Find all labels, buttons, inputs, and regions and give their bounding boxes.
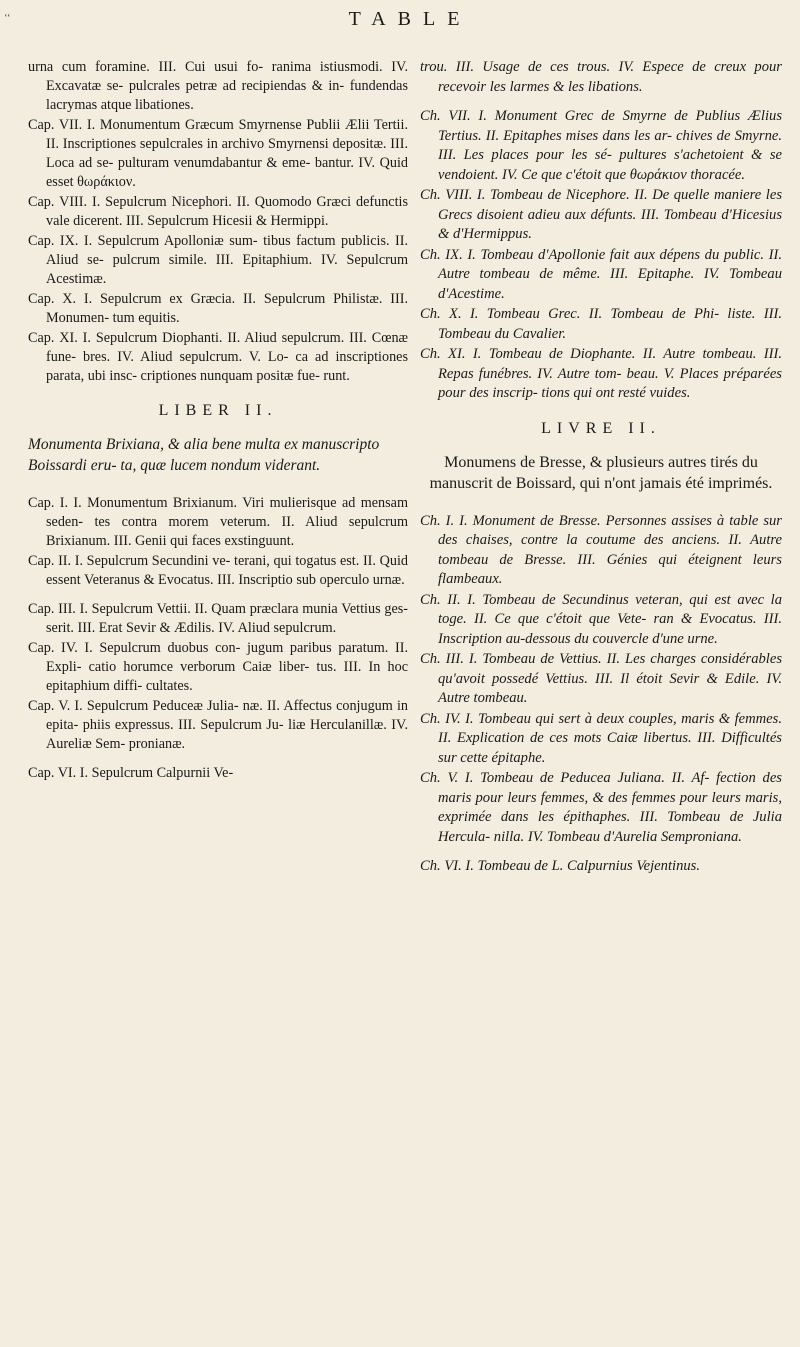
latin-entry-cap7: Cap. VII. I. Monumentum Græcum Smyrnense Publii Ælii Tertii. II. Inscriptiones sepulcrales in archivo Smyrnensi depositæ. III. Loca ad se- pulturam venumdabantur & eme- bantur. IV. Quid esset θωράκιον.: [28, 117, 408, 190]
liber-intro: Monumenta Brixiana, & alia bene multa ex manuscripto Boissardi eru- ta, quæ lucem nondum viderant.: [28, 436, 380, 474]
french-entry-cont: trou. III. Usage de ces trous. IV. Espece de creux pour recevoir les larmes & les libations.: [420, 59, 782, 95]
liber-heading: LIBER II.: [158, 402, 278, 419]
french-entry-b5: Ch. V. I. Tombeau de Peducea Juliana. II. Af- fection des maris pour leurs femmes, & des femmes pour leurs maris, exprimée dans les épithaphes. III. Tombeau de Julia Hercula- nilla. IV. Tombeau d'Aurelia Semproniana.: [420, 770, 782, 845]
french-entry-ch9: Ch. IX. I. Tombeau d'Apollonie fait aux dépens du public. II. Autre tombeau de même. III. Epitaphe. IV. Tombeau d'Acestime.: [420, 246, 782, 302]
latin-entry-b2: Cap. II. I. Sepulcrum Secundini ve- terani, qui togatus est. II. Quid essent Veteranus & Evocatus. III. Inscriptio sub operculo urnæ.: [28, 553, 408, 588]
latin-entry-cont: urna cum foramine. III. Cui usui fo- ranima istiusmodi. IV. Excavatæ se- pulcrales petræ ad recipiendas & in- fundendas lacrymas atque libationes.: [28, 59, 408, 113]
french-entry-ch11: Ch. XI. I. Tombeau de Diophante. II. Autre tombeau. III. Repas funébres. IV. Autre tom- beau. V. Places préparées pour des inscrip- tions qui ont resté vuides.: [420, 346, 782, 401]
french-entry-b3: Ch. III. I. Tombeau de Vettius. II. Les charges considérables qu'avoit possedé Vettius. III. Il étoit Sevir & Edile. IV. Autre tombeau.: [420, 651, 782, 706]
latin-entry-cap8: Cap. VIII. I. Sepulcrum Nicephori. II. Quomodo Græci defunctis vale dicerent. III. Sepulcrum Hicesii & Hermippi.: [28, 194, 408, 229]
latin-entry-b6: Cap. VI. I. Sepulcrum Calpurnii Ve-: [28, 765, 234, 781]
french-entry-ch8: Ch. VIII. I. Tombeau de Nicephore. II. De quelle maniere les Grecs disoient adieu aux défunts. III. Tombeau d'Hicesius & d'Hermippus.: [420, 187, 782, 242]
french-entry-b2: Ch. II. I. Tombeau de Secundinus veteran, qui est avec la toge. II. Ce que c'étoit que Vete- ran & Evocatus. III. Inscription au-dessous du couvercle d'une urne.: [420, 591, 782, 647]
latin-entry-cap10: Cap. X. I. Sepulcrum ex Græcia. II. Sepulcrum Philistæ. III. Monumen- tum equitis.: [28, 291, 408, 326]
latin-entry-b3: Cap. III. I. Sepulcrum Vettii. II. Quam præclara munia Vettius ges- serit. III. Erat Sevir & Ædilis. IV. Aliud sepulcrum.: [28, 601, 408, 636]
latin-entry-cap11: Cap. XI. I. Sepulcrum Diophanti. II. Aliud sepulcrum. III. Cœnæ fune- bres. IV. Aliud sepulcrum. V. Lo- ca ad inscriptiones parata, ubi insc- criptiones nunquam positæ fue- runt.: [28, 330, 408, 384]
latin-entry-cap9: Cap. IX. I. Sepulcrum Apolloniæ sum- tibus factum publicis. II. Aliud se- pulcrum simile. III. Epitaphium. IV. Sepulcrum Acestimæ.: [28, 233, 408, 287]
livre-intro: Monumens de Bresse, & plusieurs autres tirés du manuscrit de Boissard, qui n'ont jamais été imprimés.: [429, 453, 773, 492]
latin-column: [28, 58, 408, 784]
latin-entry-b1: Cap. I. I. Monumentum Brixianum. Viri mulierisque ad mensam seden- tes contra morem veterum. II. Aliud sepulcrum Brixianum. III. Genii qui faces exstinguunt.: [28, 495, 408, 549]
latin-entry-b4: Cap. IV. I. Sepulcrum duobus con- jugum paribus paratum. II. Expli- catio horumce verborum Caiæ liber- tus. III. In hoc epitaphium diffi- cultates.: [28, 640, 408, 694]
french-entry-ch10: Ch. X. I. Tombeau Grec. II. Tombeau de Phi- liste. III. Tombeau du Cavalier.: [420, 306, 782, 342]
french-entry-b4: Ch. IV. I. Tombeau qui sert à deux couples, maris & femmes. II. Explication de ces mots Caiæ libertus. III. Difficultés sur cette épitaphe.: [420, 710, 782, 766]
french-entry-ch7: Ch. VII. I. Monument Grec de Smyrne de Publius Ælius Tertius. II. Epitaphes mises dans les ar- chives de Smyrne. III. Les places pour les sé- pultures s'achetoient & se vendoient. IV. Ce que c'étoit que θωράκιον thoracée.: [420, 108, 782, 183]
livre-heading: LIVRE II.: [541, 419, 661, 437]
margin-mark: ‘‘: [4, 12, 11, 24]
running-title: TABLE: [348, 8, 472, 30]
french-entry-b1: Ch. I. I. Monument de Bresse. Personnes assises à table sur des chaises, contre la coutume des anciens. II. Autre tombeau de Bresse. III. Génies qui éteignent leurs flambeaux.: [420, 512, 782, 587]
french-column: [420, 58, 782, 878]
french-entry-b6: Ch. VI. I. Tombeau de L. Calpurnius Vejentinus.: [420, 858, 700, 874]
latin-entry-b5: Cap. V. I. Sepulcrum Peduceæ Julia- næ. II. Affectus conjugum in epita- phiis expressus. III. Sepulcrum Ju- liæ Herculanillæ. IV. Aureliæ Sem- pronianæ.: [28, 698, 408, 752]
